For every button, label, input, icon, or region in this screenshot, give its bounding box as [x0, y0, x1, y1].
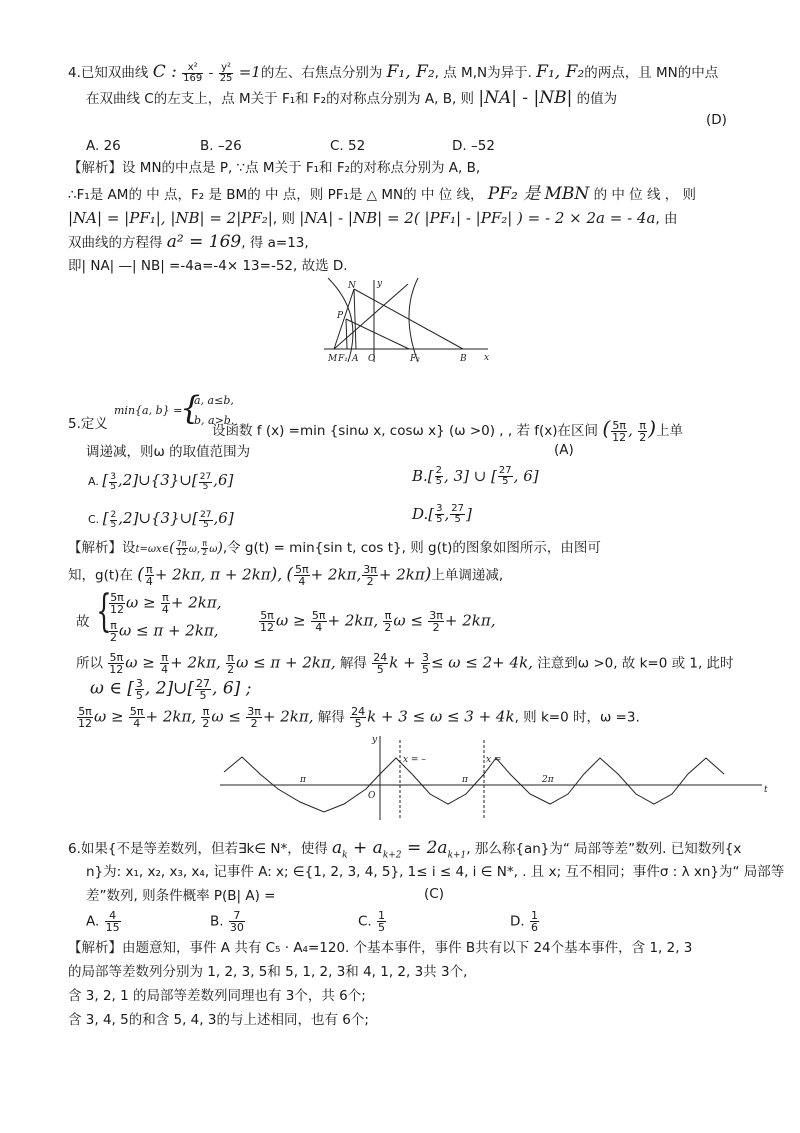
- num: π: [384, 609, 392, 622]
- q4-line2: [86, 88, 617, 109]
- q5-system-right: $\frac{5\pi}{12}$ ω ≥ $\frac{5\pi}{4}$ + 2kπ, $\frac{\pi}{2}$ ω ≤ $\frac{3\pi}{2}$ + 2kπ,: [260, 609, 496, 634]
- frac-x2-169: [182, 63, 203, 84]
- label-f2: F₂: [410, 354, 420, 364]
- q5-sol3-tail: 注意到ω >0, 故 k=0 或 1, 此时: [537, 655, 734, 672]
- opt-letter: C.: [358, 913, 372, 930]
- segment-nb: [354, 289, 463, 349]
- frac: [450, 504, 465, 525]
- den: 5: [421, 663, 429, 676]
- num: 5π: [129, 705, 144, 718]
- sys1-tail: + 2kπ,: [170, 593, 222, 612]
- graph-label-x2: x =: [486, 755, 502, 765]
- frac: [161, 592, 170, 615]
- label-b: B: [460, 354, 467, 364]
- frac: [195, 678, 211, 701]
- frac: [108, 652, 124, 675]
- den: 2: [384, 621, 392, 634]
- q5-solution-line4: ω ∈ [ $\frac{3}{5}$ , 2]∪[ $\frac{27}{5}$ , 6] ;: [90, 677, 252, 702]
- q4-stem-foci-text: 的左、右焦点分别为: [260, 65, 383, 81]
- opt-letter: B.: [210, 913, 224, 930]
- curve-name: C :: [152, 62, 177, 82]
- q4-sol3-end: , 由: [655, 211, 678, 227]
- frac: [362, 564, 378, 587]
- q4-stem-mn: , 点 M,N为异于.: [434, 65, 532, 81]
- opt-letter: C.: [88, 513, 100, 526]
- q6-solution-line1: 【解析】由题意知，事件 A 共有 C₅ · A₄=120. 个基本事件，事件 B共有以下 24个基本事件，含 1, 2, 3: [68, 940, 693, 956]
- opt-letter: A.: [86, 913, 100, 930]
- den: 5: [435, 476, 443, 487]
- den: 15: [105, 921, 120, 934]
- q5-solve-text: 解得: [339, 655, 367, 672]
- num: π: [162, 591, 169, 604]
- q6-option-c: [358, 910, 387, 933]
- frac: [377, 910, 386, 933]
- q5-line2: 调递减，则ω 的取值范围为: [86, 444, 251, 460]
- num: 27: [451, 503, 465, 514]
- frac: [428, 610, 444, 633]
- q5-option-d: D.[ $\frac{3}{5}$ , $\frac{27}{5}$ ]: [412, 503, 472, 525]
- num: 1: [378, 909, 386, 922]
- frac: [530, 910, 539, 933]
- q5-sol5-tail: , 则 k=0 时，ω =3.: [514, 709, 640, 726]
- q4-solution-line4: [68, 232, 309, 253]
- frac: [350, 706, 366, 729]
- q4-sol3-eq1: |NA| = |PF₁|, |NB| = 2|PF₂|: [68, 209, 273, 227]
- q6-stem-end: , 那么称{an}为“ 局部等差”数列. 已知数列{x: [466, 841, 742, 857]
- q4-line1: 4.已知双曲线 C : $\frac{\text{x²}}{169}$ - $\frac{\text{y²}}{25}$ =1的左、右焦点分别为 F₁, F₂, 点 M,N为异于. F₁, F₂的两点，且 MN的中点: [68, 61, 719, 84]
- den: 2: [202, 717, 210, 730]
- q4-sol3-then: , 则: [272, 211, 295, 227]
- num: 27: [199, 471, 212, 482]
- q4-expression: |NA| - |NB|: [478, 88, 573, 108]
- frac: [435, 466, 443, 487]
- den: 2: [202, 547, 208, 557]
- graph-label-2pi: 2π: [542, 775, 554, 785]
- frac: [435, 504, 443, 525]
- den: 4: [298, 575, 306, 588]
- den: 4: [133, 717, 141, 730]
- num: 1: [530, 909, 538, 922]
- den: 4: [161, 603, 169, 616]
- frac: [199, 473, 212, 492]
- frac: [199, 511, 212, 530]
- num: 5π: [109, 651, 124, 664]
- den: 5: [110, 481, 116, 492]
- gt-graph: [216, 732, 776, 822]
- frac: [372, 652, 388, 675]
- den: 12: [260, 621, 274, 634]
- q5-def-label: 5.定义: [68, 416, 108, 432]
- q5-line1: 设函数 f (x) =min {sinω x, cosω x} (ω >0) , , 若 f(x)在区间 ( $\frac{5\pi}{12}$ , $\frac{\pi}{2}$ )上单: [212, 416, 684, 444]
- q5-system-row2: [108, 620, 219, 643]
- min-label: min{a, b} =: [114, 404, 183, 417]
- q5-system-row1: [108, 592, 221, 615]
- den: 12: [109, 663, 124, 676]
- den: 5: [199, 689, 207, 702]
- q4-stem-end: 的值为: [576, 91, 618, 107]
- q5-option-b: B.[ $\frac{2}{5}$ , 3] ∪ [ $\frac{27}{5}$ , 6]: [412, 465, 539, 487]
- frac: [109, 620, 118, 643]
- num: 2: [435, 465, 443, 476]
- frac: [201, 540, 208, 557]
- q6-option-a: [86, 910, 122, 933]
- den: 5: [436, 514, 443, 525]
- q4-stem-line2: 在双曲线 C的左支上，点 M关于 F₁和 F₂的对称点分别为 A, B, 则: [86, 91, 475, 107]
- num: 3: [135, 677, 143, 690]
- frac: [311, 610, 327, 633]
- q4-solution-line2: [68, 184, 696, 205]
- frac: [246, 706, 262, 729]
- q5-option-a: A. [ $\frac{3}{5}$ ,2]∪{3}∪[ $\frac{27}{5}$ ,6]: [88, 471, 234, 492]
- label-p: P: [337, 311, 344, 321]
- q4-sol4-eq: a² = 169: [166, 232, 242, 252]
- num: 5π: [260, 609, 274, 622]
- q4-option-a: A. 26: [86, 138, 121, 154]
- num: 3: [421, 651, 429, 664]
- num: 27: [200, 509, 212, 520]
- def-case1: a, a≤b,: [194, 394, 234, 407]
- opt-letter: B.: [412, 467, 428, 485]
- num: 24: [351, 705, 366, 718]
- num: 3π: [247, 705, 261, 718]
- q5-stem-end: 上单: [656, 423, 684, 439]
- num: 5π: [110, 591, 124, 604]
- frac-y2-25: [219, 63, 234, 84]
- frac: [226, 652, 235, 675]
- label-n: N: [348, 281, 356, 291]
- q4-solution-line3: [68, 208, 678, 229]
- num: 27: [498, 465, 512, 476]
- frac: [135, 678, 144, 701]
- q6-solution-line3: 含 3, 2, 1 的局部等差数列同理也有 3个，共 6个;: [68, 988, 366, 1004]
- q5-solution-line3: 所以 $\frac{5\pi}{12}$ ω ≥ $\frac{\pi}{4}$ + 2kπ, $\frac{\pi}{2}$ ω ≤ π + 2kπ, 解得 $\frac{24}{5}$ k + $\frac{3}{5}$ ≤ ω ≤ 2+ 4k, 注意到ω >0, 故 k=0 或 1, 此时: [76, 651, 734, 676]
- q6-option-d: [510, 910, 540, 933]
- frac: [109, 473, 117, 492]
- frac: [160, 652, 169, 675]
- frac: [129, 706, 145, 729]
- q4-sol4-text: 双曲线的方程得: [68, 235, 163, 251]
- sys1-text: ω ≥: [126, 593, 156, 612]
- frac: [145, 564, 154, 587]
- den: 4: [315, 621, 323, 634]
- den: 2: [250, 717, 258, 730]
- q5-stem: 设函数 f (x) =min {sinω x, cosω x} (ω >0) , , 若 f(x)在区间: [212, 423, 599, 439]
- den: 5: [376, 663, 384, 676]
- den: 2: [432, 621, 440, 634]
- label-o: O: [368, 354, 376, 364]
- q6-line2: n}为: x₁, x₂, x₃, x₄, 记事件 A: x; ∈{1, 2, 3, 4, 5}, 1≤ i ≤ 4, i ∈ N*, . 且 x; 互不相同；事件σ : λ xn}为“ 局部等: [86, 864, 785, 880]
- def-case2: b, a>b.: [194, 414, 235, 427]
- num: 3π: [363, 563, 377, 576]
- num: π: [146, 563, 153, 576]
- q4-sol4-end: , 得 a=13,: [241, 235, 309, 251]
- den: 2: [639, 430, 647, 444]
- num: 7: [229, 910, 245, 922]
- num: 5π: [295, 563, 309, 576]
- den: 5: [202, 481, 209, 492]
- den: 2: [366, 575, 374, 588]
- q5-solution-line5: $\frac{5\pi}{12}$ ω ≥ $\frac{5\pi}{4}$ + 2kπ, $\frac{\pi}{2}$ ω ≤ $\frac{3\pi}{2}$ + 2kπ, 解得 $\frac{24}{5}$ k + 3 ≤ ω ≤ 3 + 4k, 则 k=0 时，ω =3.: [78, 705, 640, 730]
- q5-sol2-end: 上单调递减,: [431, 567, 504, 584]
- graph-label-t: t: [764, 785, 768, 795]
- num: 2: [110, 509, 117, 520]
- den: 5: [454, 514, 461, 525]
- den: 5: [202, 519, 209, 530]
- den: 12: [176, 547, 187, 557]
- frac: [110, 511, 118, 530]
- q5-solution-line2: 知，g(t)在 ( $\frac{\pi}{4}$ + 2kπ, π + 2kπ), ( $\frac{5\pi}{4}$ + 2kπ, $\frac{3\pi}{2}$ + 2kπ)上单调递减,: [68, 563, 504, 588]
- frac: [383, 610, 392, 633]
- den: 5: [135, 689, 143, 702]
- frac: [176, 540, 188, 557]
- num: 5π: [612, 418, 626, 432]
- frac: [201, 706, 210, 729]
- den: 4: [145, 575, 153, 588]
- q6-stem-start: 6.如果{不是等差数列，但若∃k∈ N*，使得: [68, 841, 328, 857]
- frac: [294, 564, 310, 587]
- num: π: [110, 619, 117, 632]
- frac: [77, 706, 93, 729]
- label-x: x: [484, 353, 490, 363]
- den: 6: [530, 921, 538, 934]
- q4-sol2-end: 的 中 位 线 ， 则: [593, 187, 697, 203]
- equals-one: =1: [238, 63, 261, 81]
- graph-label-neg-pi: π: [300, 775, 306, 785]
- num: 3: [436, 503, 443, 514]
- def-brace: {: [180, 389, 201, 427]
- q5-sol1-start: 【解析】设: [68, 540, 136, 556]
- q5-solve-text-2: 解得: [317, 709, 345, 726]
- frac: [229, 910, 245, 933]
- opt-letter: D.: [412, 505, 429, 523]
- q6-solution-line2: 的局部等差数列分别为 1, 2, 3, 5和 5, 1, 2, 3和 4, 1, 2, 3共 3个,: [68, 964, 468, 980]
- q4-sol3-eq2: |NA| - |NB| = 2( |PF₁| - |PF₂| ) = - 2 × 2a = - 4a: [299, 209, 656, 227]
- q6-solution-line4: 含 3, 4, 5的和含 5, 4, 3的与上述相同，也有 6个;: [68, 1012, 369, 1028]
- opt-letter: A.: [88, 475, 99, 488]
- label-m: M: [328, 354, 338, 364]
- frac-5pi-12: [611, 420, 627, 443]
- q4-sol2-pf2: PF₂ 是: [487, 184, 541, 204]
- q6-line3: 差”数列, 则条件概率 P(B| A) =: [86, 888, 276, 904]
- q5-solution-line1: 【解析】设t=ωx∈( $\frac{7\pi}{12}$ ω, $\frac{\pi}{2}$ ω),令 g(t) = min{sin t, cos t}, 则 g(t)的图象如图所示，由图可: [68, 538, 601, 557]
- graph-label-o: O: [368, 791, 376, 801]
- num: π: [639, 418, 647, 432]
- frac: [109, 592, 125, 615]
- q5-so-text: 所以: [76, 655, 103, 672]
- q4-sol2-mbn: MBN: [544, 184, 590, 204]
- den: 5: [502, 476, 509, 487]
- label-a: A: [352, 354, 359, 364]
- num: 5π: [311, 609, 326, 622]
- num: 3π: [429, 609, 443, 622]
- q5-sol2-start: 知，g(t)在: [68, 567, 133, 584]
- hyperbola-figure: [318, 274, 498, 366]
- q6-line1: 6.如果{不是等差数列，但若∃k∈ N*，使得 $a_k + a_{k+2} = 2a_{k+1}$, 那么称{an}为“ 局部等差”数列. 已知数列{x: [68, 838, 742, 861]
- q4-stem-start: 4.已知双曲线: [68, 65, 149, 81]
- q6-answer: (C): [424, 886, 444, 902]
- system-brace: {: [96, 586, 112, 637]
- num: 4: [105, 910, 121, 922]
- den: 30: [229, 921, 244, 934]
- q5-answer: (A): [554, 442, 574, 458]
- num: y²: [219, 63, 234, 74]
- sys2-text: ω ≤ π + 2kπ,: [119, 621, 219, 640]
- den: 5: [354, 717, 362, 730]
- den: 12: [612, 430, 627, 444]
- q5-option-c: C. [ $\frac{2}{5}$ ,2]∪{3}∪[ $\frac{27}{5}$ ,6]: [88, 509, 234, 530]
- graph-label-x1: x = –: [403, 755, 426, 765]
- graph-label-pi: π: [462, 775, 468, 785]
- frac: [498, 466, 513, 487]
- q6-option-b: [210, 910, 246, 933]
- q4-option-d: D. –52: [452, 138, 495, 154]
- num: x²: [182, 63, 203, 74]
- q4-option-b: B. –26: [200, 138, 242, 154]
- q5-so-label: 故: [76, 614, 90, 630]
- q4-stem-midpoint: 的两点，且 MN的中点: [584, 65, 719, 81]
- q4-solution-line1: 【解析】设 MN的中点是 P, ∵点 M关于 F₁和 F₂的对称点分别为 A, B,: [68, 160, 481, 176]
- frac: [421, 652, 430, 675]
- num: π: [202, 705, 210, 718]
- den: 12: [110, 603, 124, 616]
- q5-sol1-sub: t=ωx∈: [135, 544, 170, 555]
- frac: [259, 610, 275, 633]
- segment-na: [354, 289, 356, 349]
- q4-answer: (D): [706, 112, 727, 128]
- den: 2: [227, 663, 235, 676]
- num: 3: [110, 471, 116, 482]
- frac: [105, 910, 121, 933]
- q4-option-c: C. 52: [330, 138, 366, 154]
- num: π: [227, 651, 234, 664]
- foci-symbols-2: F₁, F₂: [536, 62, 585, 82]
- frac-pi-2: [638, 420, 647, 443]
- opt-letter: D.: [510, 913, 525, 930]
- den: 169: [183, 72, 203, 84]
- num: 24: [373, 651, 388, 664]
- den: 4: [161, 663, 169, 676]
- num: 5π: [78, 705, 92, 718]
- den: 12: [78, 717, 92, 730]
- foci-symbols: F₁, F₂: [386, 62, 435, 82]
- den: 2: [110, 631, 117, 644]
- q4-solution-line5: 即| NA| —| NB| =-4a=-4× 13=-52, 故选 D.: [68, 258, 348, 274]
- num: 7π: [176, 538, 187, 548]
- den: 5: [110, 519, 117, 530]
- label-f1: F₁: [338, 354, 348, 364]
- label-y: y: [377, 279, 383, 289]
- q5-sol1-end: ,令 g(t) = min{sin t, cos t}, 则 g(t)的图象如图所示，由图可: [222, 540, 601, 556]
- num: 27: [196, 677, 211, 690]
- den: 5: [378, 921, 386, 934]
- segment-pf1: [346, 319, 347, 349]
- den: 25: [219, 72, 233, 84]
- graph-label-y: y: [372, 735, 378, 745]
- q4-sol2-text: ∴F₁是 AM的 中 点，F₂ 是 BM的 中 点，则 PF₁是 △ MN的 中 位 线，: [68, 187, 484, 203]
- num: π: [161, 651, 168, 664]
- num: π: [202, 538, 208, 548]
